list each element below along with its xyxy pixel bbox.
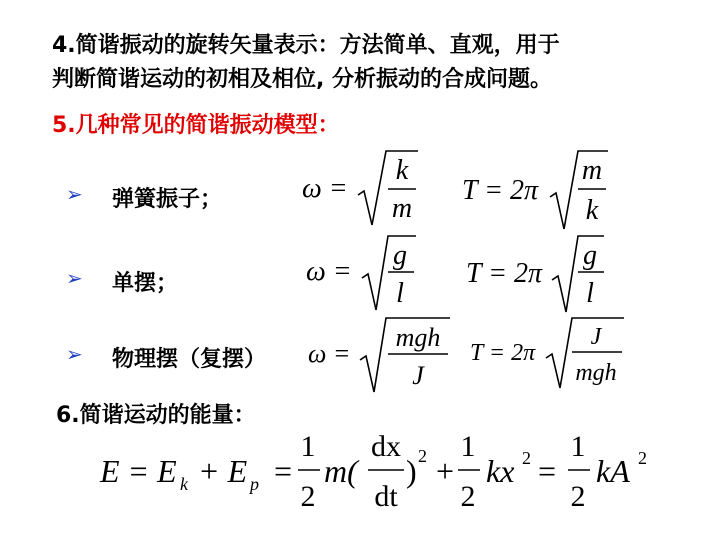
- energy-sub-k: k: [180, 474, 188, 494]
- half-num-2: 1: [460, 430, 476, 463]
- model-label-pendulum: 单摆；: [112, 271, 179, 296]
- period-formula-physical: [468, 314, 628, 392]
- kx: kx: [486, 453, 515, 489]
- omega-num: mgh: [395, 323, 441, 352]
- ka: kA: [596, 453, 630, 489]
- half-den-1: 2: [300, 480, 316, 513]
- omega-lhs: ω =: [306, 256, 352, 287]
- sq-1: 2: [418, 446, 427, 466]
- omega-den: J: [412, 361, 424, 390]
- omega-num: k: [395, 155, 409, 186]
- energy-eq: =: [274, 453, 293, 489]
- omega-formula-pendulum: [304, 230, 420, 314]
- heading-5: 5.几种常见的简谐振动模型：: [52, 113, 340, 138]
- heading-6: 6.简谐运动的能量：: [56, 403, 256, 428]
- period-den: k: [585, 195, 599, 226]
- omega-formula-physical: [306, 312, 452, 398]
- m-paren: m(: [324, 453, 358, 489]
- bullet-arrow-icon: ➢: [66, 182, 83, 206]
- period-lhs: T = 2π: [462, 175, 538, 206]
- bullet-arrow-icon: ➢: [66, 342, 83, 366]
- half-num-1: 1: [300, 430, 316, 463]
- energy-plus-ep: + E: [198, 453, 248, 489]
- heading-4-line2: 判断简谐运动的初相及相位, 分析振动的合成问题。: [52, 67, 553, 92]
- omega-num: g: [393, 240, 407, 271]
- half-den-2: 2: [460, 480, 476, 513]
- period-den: mgh: [575, 360, 617, 386]
- period-formula-spring: [460, 145, 610, 235]
- half-num-3: 1: [570, 430, 586, 463]
- model-label-spring: 弹簧振子；: [112, 187, 223, 212]
- period-num: g: [583, 240, 597, 271]
- sq-3: 2: [638, 448, 647, 468]
- bullet-arrow-icon: ➢: [66, 266, 83, 290]
- period-formula-pendulum: [464, 230, 608, 316]
- eq-2: =: [538, 453, 557, 489]
- energy-sub-p: p: [250, 474, 259, 494]
- omega-den: l: [396, 278, 404, 309]
- dt: dt: [374, 480, 398, 513]
- omega-lhs: ω =: [308, 339, 351, 368]
- half-den-3: 2: [570, 480, 586, 513]
- dx: dx: [371, 430, 401, 463]
- omega-formula-spring: [300, 145, 420, 231]
- energy-formula: [98, 426, 678, 532]
- plus-2: +: [436, 453, 455, 489]
- period-lhs: T = 2π: [466, 258, 542, 289]
- energy-lhs: E = E: [100, 453, 177, 489]
- close-paren: ): [406, 453, 417, 489]
- period-den: l: [586, 278, 594, 309]
- model-label-physical-pendulum: 物理摆（复摆）: [112, 347, 267, 372]
- sq-2: 2: [522, 448, 531, 468]
- heading-4-line1: 4.简谐振动的旋转矢量表示：方法简单、直观，用于: [52, 33, 560, 58]
- omega-lhs: ω =: [302, 173, 348, 204]
- period-num: m: [581, 155, 603, 186]
- omega-den: m: [391, 193, 413, 224]
- period-num: J: [590, 324, 602, 350]
- period-lhs: T = 2π: [470, 340, 536, 366]
